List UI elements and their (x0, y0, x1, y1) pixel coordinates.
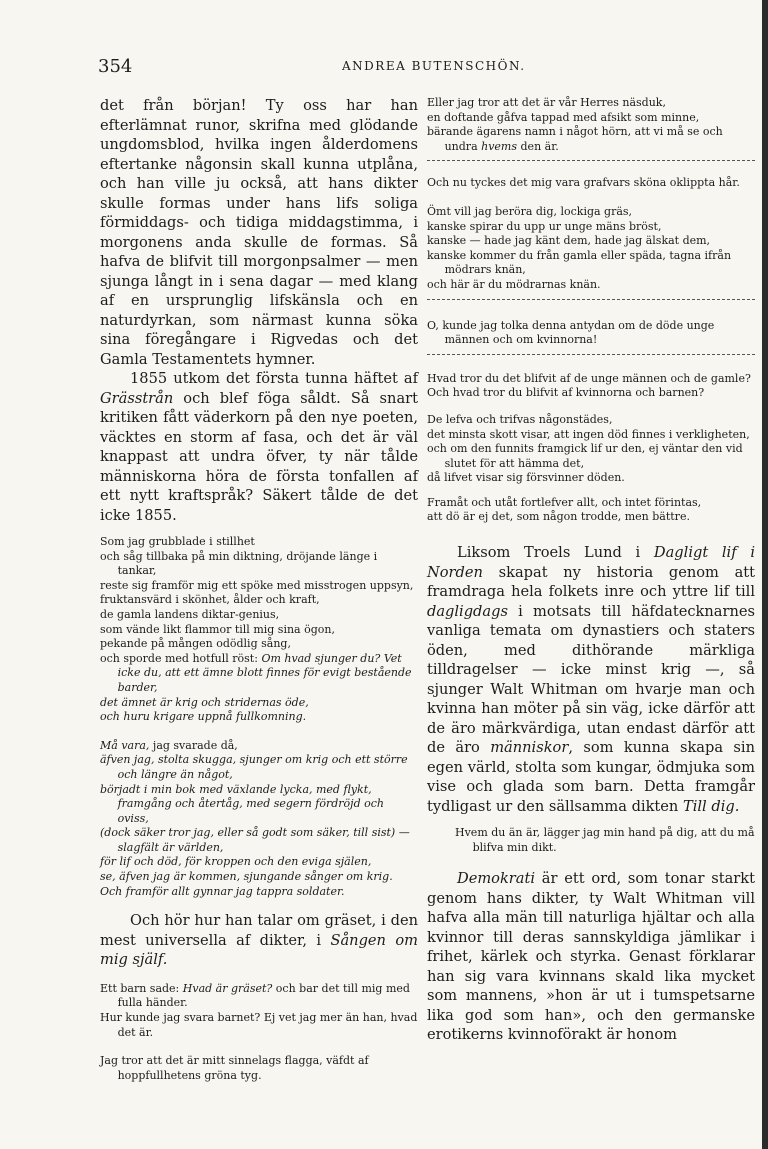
verse-block-hvem (427, 826, 755, 855)
verse-block-barn (100, 982, 418, 1040)
verse-line: äfven jag, stolta skugga, sjunger om krig och ett större och längre än något, (100, 753, 408, 781)
verse-line: Framåt och utåt fortlefver allt, och intet förintas, (427, 495, 702, 509)
verse-line: och om den funnits framgick lif ur den, ej väntar den vid slutet för att hämma det, (427, 442, 743, 470)
verse-line: (dock säker tror jag, eller så godt som säker, till sist) — slagfält är världen, (100, 826, 410, 854)
verse-line: Hvem du än är, lägger jag min hand på dig, att du må blifva min dikt. (455, 826, 755, 854)
verse-line: Som jag grubblade i stillhet (100, 535, 255, 548)
verse-block-lefva (427, 413, 755, 486)
title-sangen: Sången om mig själf. (100, 931, 418, 969)
verse-line: se, äfven jag är kommen, sjungande sånger om krig. (100, 870, 393, 884)
verse-line: som vände likt flammor till mig sina ögon, (100, 622, 335, 636)
verse-block-tolka (427, 319, 755, 348)
verse-line: Och framför allt gynnar jag tappra soldater. (100, 884, 345, 898)
verse-line: fruktansvärd i skönhet, ålder och kraft, (100, 593, 320, 607)
verse-line: Ömt vill jag beröra dig, lockiga gräs, (427, 204, 633, 218)
verse-line: för lif och död, för kroppen och den eviga själen, (100, 855, 372, 869)
verse-line: att dö är ej det, som någon trodde, men bättre. (427, 510, 690, 524)
title-till-dig: Till dig. (682, 797, 740, 815)
page-edge (762, 0, 768, 1149)
verse-line: och här är du mödrarnas knän. (427, 277, 601, 291)
verse-line: och huru krigare uppnå fullkomning. (100, 710, 307, 724)
word-demokrati: Demokrati (457, 870, 536, 888)
verse-line: Må vara, jag svarade då, (100, 738, 238, 752)
page-header (98, 56, 738, 80)
verse-line: en doftande gåfva tappad med afsikt som minne, (427, 110, 700, 124)
verse-line: kanske — hade jag känt dem, hade jag älskat dem, (427, 234, 711, 248)
verse-line: kanske spirar du upp ur unge mäns bröst, (427, 219, 662, 233)
verse-line: och sporde med hotfull röst: Om hvad sjunger du? Vet icke du, att ett ämne blott finnes för evigt bestående barder, (100, 651, 412, 694)
verse-line: Eller jag tror att det är vår Herres näsduk, (427, 96, 666, 109)
verse-block-grafvar (427, 176, 755, 191)
dashed-separator (427, 299, 755, 301)
paragraph-graset: Och hör hur han talar om gräset, i den mest universella af dikter, i Sången om mig själf. (100, 912, 418, 969)
verse-line: kanske kommer du från gamla eller späda, tagna ifrån mödrars knän, (427, 248, 732, 277)
paragraph-1855: 1855 utkom det första tunna häftet af Grässtrån och blef föga såldt. Så snart kritiken fått väderkorn på den nye poeten, väcktes en storm af fasa, och det är väl knappast att undra öfver, ty när tålde människorna höra de första tonfallen af ett nytt kraftspråk? Säkert tålde de det icke 1855. (100, 370, 418, 524)
left-column (100, 96, 418, 1083)
verse-line: Hvad tror du det blifvit af de unge männen och de gamle? (427, 371, 751, 385)
verse-line: det ämnet är krig och stridernas öde, (100, 695, 309, 709)
verse-line: reste sig framför mig ett spöke med misstrogen uppsyn, (100, 578, 414, 592)
verse-block-lockiga (427, 205, 755, 293)
paragraph-demokrati: Demokrati är ett ord, som tonar starkt genom hans dikter, ty Walt Whitman vill hafva alla män till naturliga hjältar och alla kvinnor till deras sannskyldiga jämlikar i frihet, kärlek och styrka. Genast förklarar han sig vara kvinnans skald lika mycket som mannens, »hon är ut i tumspetsarne lika god som han», och den germanske erotikerns kvinnoförakt är honom (427, 870, 755, 1044)
verse-line: Hur kunde jag svara barnet? Ej vet jag mer än han, hvad det är. (100, 1010, 418, 1039)
running-head: ANDREA BUTENSCHÖN. (342, 59, 526, 73)
title-grasstran: Grässtrån (100, 389, 174, 407)
title-dagligt-lif: Dagligt lif i Norden (427, 544, 755, 581)
dashed-separator (427, 354, 755, 356)
verse-line: pekande på mången odödlig sång, (100, 637, 291, 651)
verse-block-framat (427, 496, 755, 525)
verse-line: De lefva och trifvas någonstädes, (427, 412, 613, 426)
verse-line: bärande ägarens namn i något hörn, att vi må se och undra hvems den är. (427, 125, 723, 153)
verse-line: Ett barn sade: Hvad är gräset? och bar det till mig med fulla händer. (100, 981, 410, 1010)
paragraph-troels-lund: Liksom Troels Lund i Dagligt lif i Norden skapat ny historia genom att framdraga hela folkets inre och yttre lif till dagligdags i motsats till häfdatecknarnes vanliga temata om dynastiers och staters öden, med dithörande märkliga tilldragelser — icke minst krig —, så sjunger Walt Whitman om hvarje man och kvinna han möter på sin väg, icke därför att de äro märkvärdiga, utan endast därför att de äro människor, som kunna skapa sin egen värld, stolta som kungar, ödmjuka som vise och glada som barn. Detta framgår tydligast ur den sällsamma dikten Till dig. (427, 544, 755, 815)
verse-line: det minsta skott visar, att ingen död finnes i verkligheten, (427, 427, 750, 441)
verse-block-hvad (427, 372, 755, 401)
verse-line: då lifvet visar sig försvinner döden. (427, 471, 625, 485)
paragraph-opening: det från början! Ty oss har han efterlämnat runor, skrifna med glödande ungdomsblod, hvilka ingen ålderdomens eftertanke någonsin skall kunna utplåna, och han ville ju också, att hans dikter skulle formas under hans lifs soliga förmiddags- och tidiga middagstimma, i morgonens anda skulle de formas. Så hafva de blifvit till morgonpsalmer — men sjunga långt in i sena dagar — med klang af en ursprunglig lifskänsla och en naturdyrkan, som närmast kunna söka sina föregångare i Rigvedas och det Gamla Testamentets hymner. (100, 97, 418, 368)
right-column (427, 96, 755, 1045)
verse-block-spoke (100, 535, 418, 725)
verse-line: Och hvad tror du blifvit af kvinnorna och barnen? (427, 386, 705, 400)
verse-line: O, kunde jag tolka denna antydan om de döde unge männen och om kvinnorna! (427, 318, 715, 347)
verse-line: och såg tillbaka på min diktning, dröjande länge i tankar, (100, 549, 378, 578)
verse-line: Jag tror att det är mitt sinnelags flagga, väfdt af hoppfullhetens gröna tyg. (100, 1054, 369, 1082)
verse-line: börjadt i min bok med växlande lycka, med flykt, framgång och återtåg, med segern fördröjd och oviss, (100, 782, 384, 825)
verse-line: de gamla landens diktar-genius, (100, 607, 280, 621)
dashed-separator (427, 160, 755, 162)
verse-block-flagga (100, 1054, 418, 1083)
page-number: 354 (98, 56, 133, 77)
verse-block-krig (100, 739, 418, 900)
verse-block-nasduk (427, 96, 755, 154)
verse-line: Och nu tyckes det mig vara grafvars sköna oklippta hår. (427, 176, 740, 190)
